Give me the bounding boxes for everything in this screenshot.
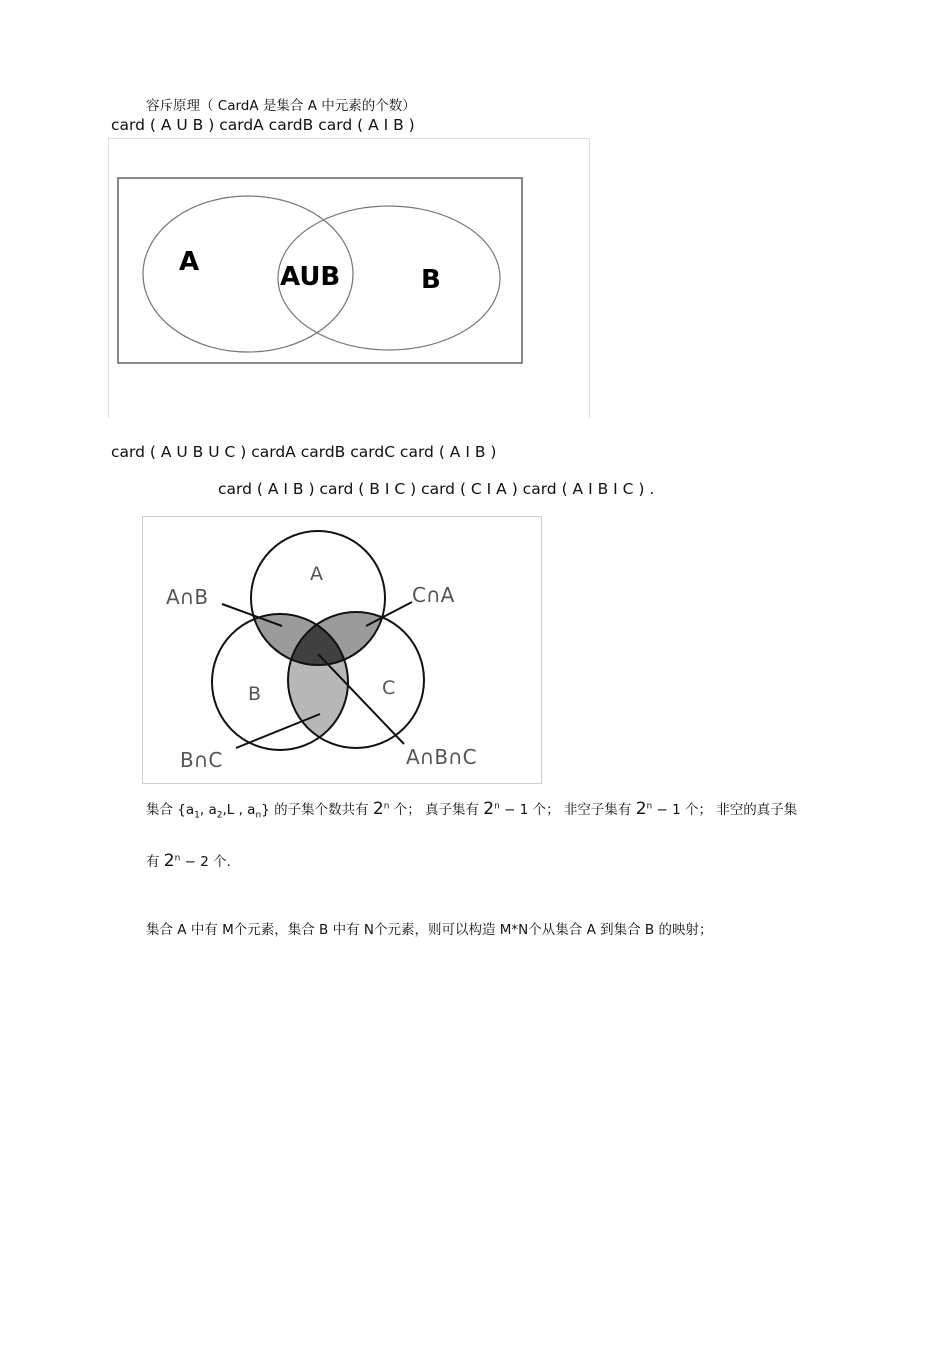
intro-text: 容斥原理（ CardA 是集合 A 中元素的个数） <box>146 98 416 114</box>
formula-two-sets: card ( A U B ) cardA cardB card ( A I B ) <box>111 116 415 134</box>
power-exponent: n <box>174 853 181 864</box>
label-abc: A∩B∩C <box>406 745 477 769</box>
venn-diagram-two-sets <box>108 138 590 418</box>
label-bc: B∩C <box>180 748 223 772</box>
venn-diagram-three-sets <box>142 516 542 784</box>
power-base: 2 <box>372 799 384 819</box>
proper-subsets-text: 个； 真子集有 <box>389 802 484 818</box>
set-close: } 的子集个数共有 <box>261 802 373 818</box>
label-a: A <box>179 247 200 277</box>
power-exponent: n <box>494 801 500 812</box>
element-sep-1: , a <box>199 802 217 818</box>
mapping-text: 集合 A 中有 M个元素，集合 B 中有 N个元素，则可以构造 M*N个从集合 A 到集合 B 的映射； <box>146 922 713 938</box>
label-c: C <box>382 677 396 699</box>
nonempty-subsets-text: − 1 个； 非空子集有 <box>499 802 636 818</box>
formula-three-sets-line2: card ( A I B ) card ( B I C ) card ( C I A ) card ( A I B I C ) . <box>218 480 655 498</box>
power-exponent: n <box>383 801 390 812</box>
pointer-bc <box>236 714 320 748</box>
label-b: B <box>248 683 262 705</box>
element-a: a <box>185 802 195 818</box>
line2-prefix: 有 <box>146 854 164 870</box>
power-base: 2 <box>483 799 495 819</box>
label-b: B <box>421 265 441 295</box>
label-a: A <box>310 563 323 585</box>
label-ab: A∩B <box>166 585 209 609</box>
subset-count-line2 <box>146 850 231 871</box>
set-open: 集合 { <box>146 802 186 818</box>
subscript-n: n <box>255 810 262 821</box>
label-union: AUB <box>280 262 341 292</box>
subscript-1: 1 <box>194 810 200 821</box>
line2-suffix: − 2 个. <box>180 854 231 870</box>
element-sep-2: ,L , a <box>222 802 256 818</box>
subset-count-line1 <box>146 798 797 821</box>
label-ca: C∩A <box>412 583 455 607</box>
power-base: 2 <box>635 799 647 819</box>
nonempty-proper-text: − 1 个； 非空的真子集 <box>652 802 798 818</box>
power-exponent: n <box>646 801 653 812</box>
power-base: 2 <box>163 851 175 871</box>
formula-three-sets-line1: card ( A U B U C ) cardA cardB cardC card ( A I B ) <box>111 443 497 461</box>
subscript-2: 2 <box>216 810 223 821</box>
